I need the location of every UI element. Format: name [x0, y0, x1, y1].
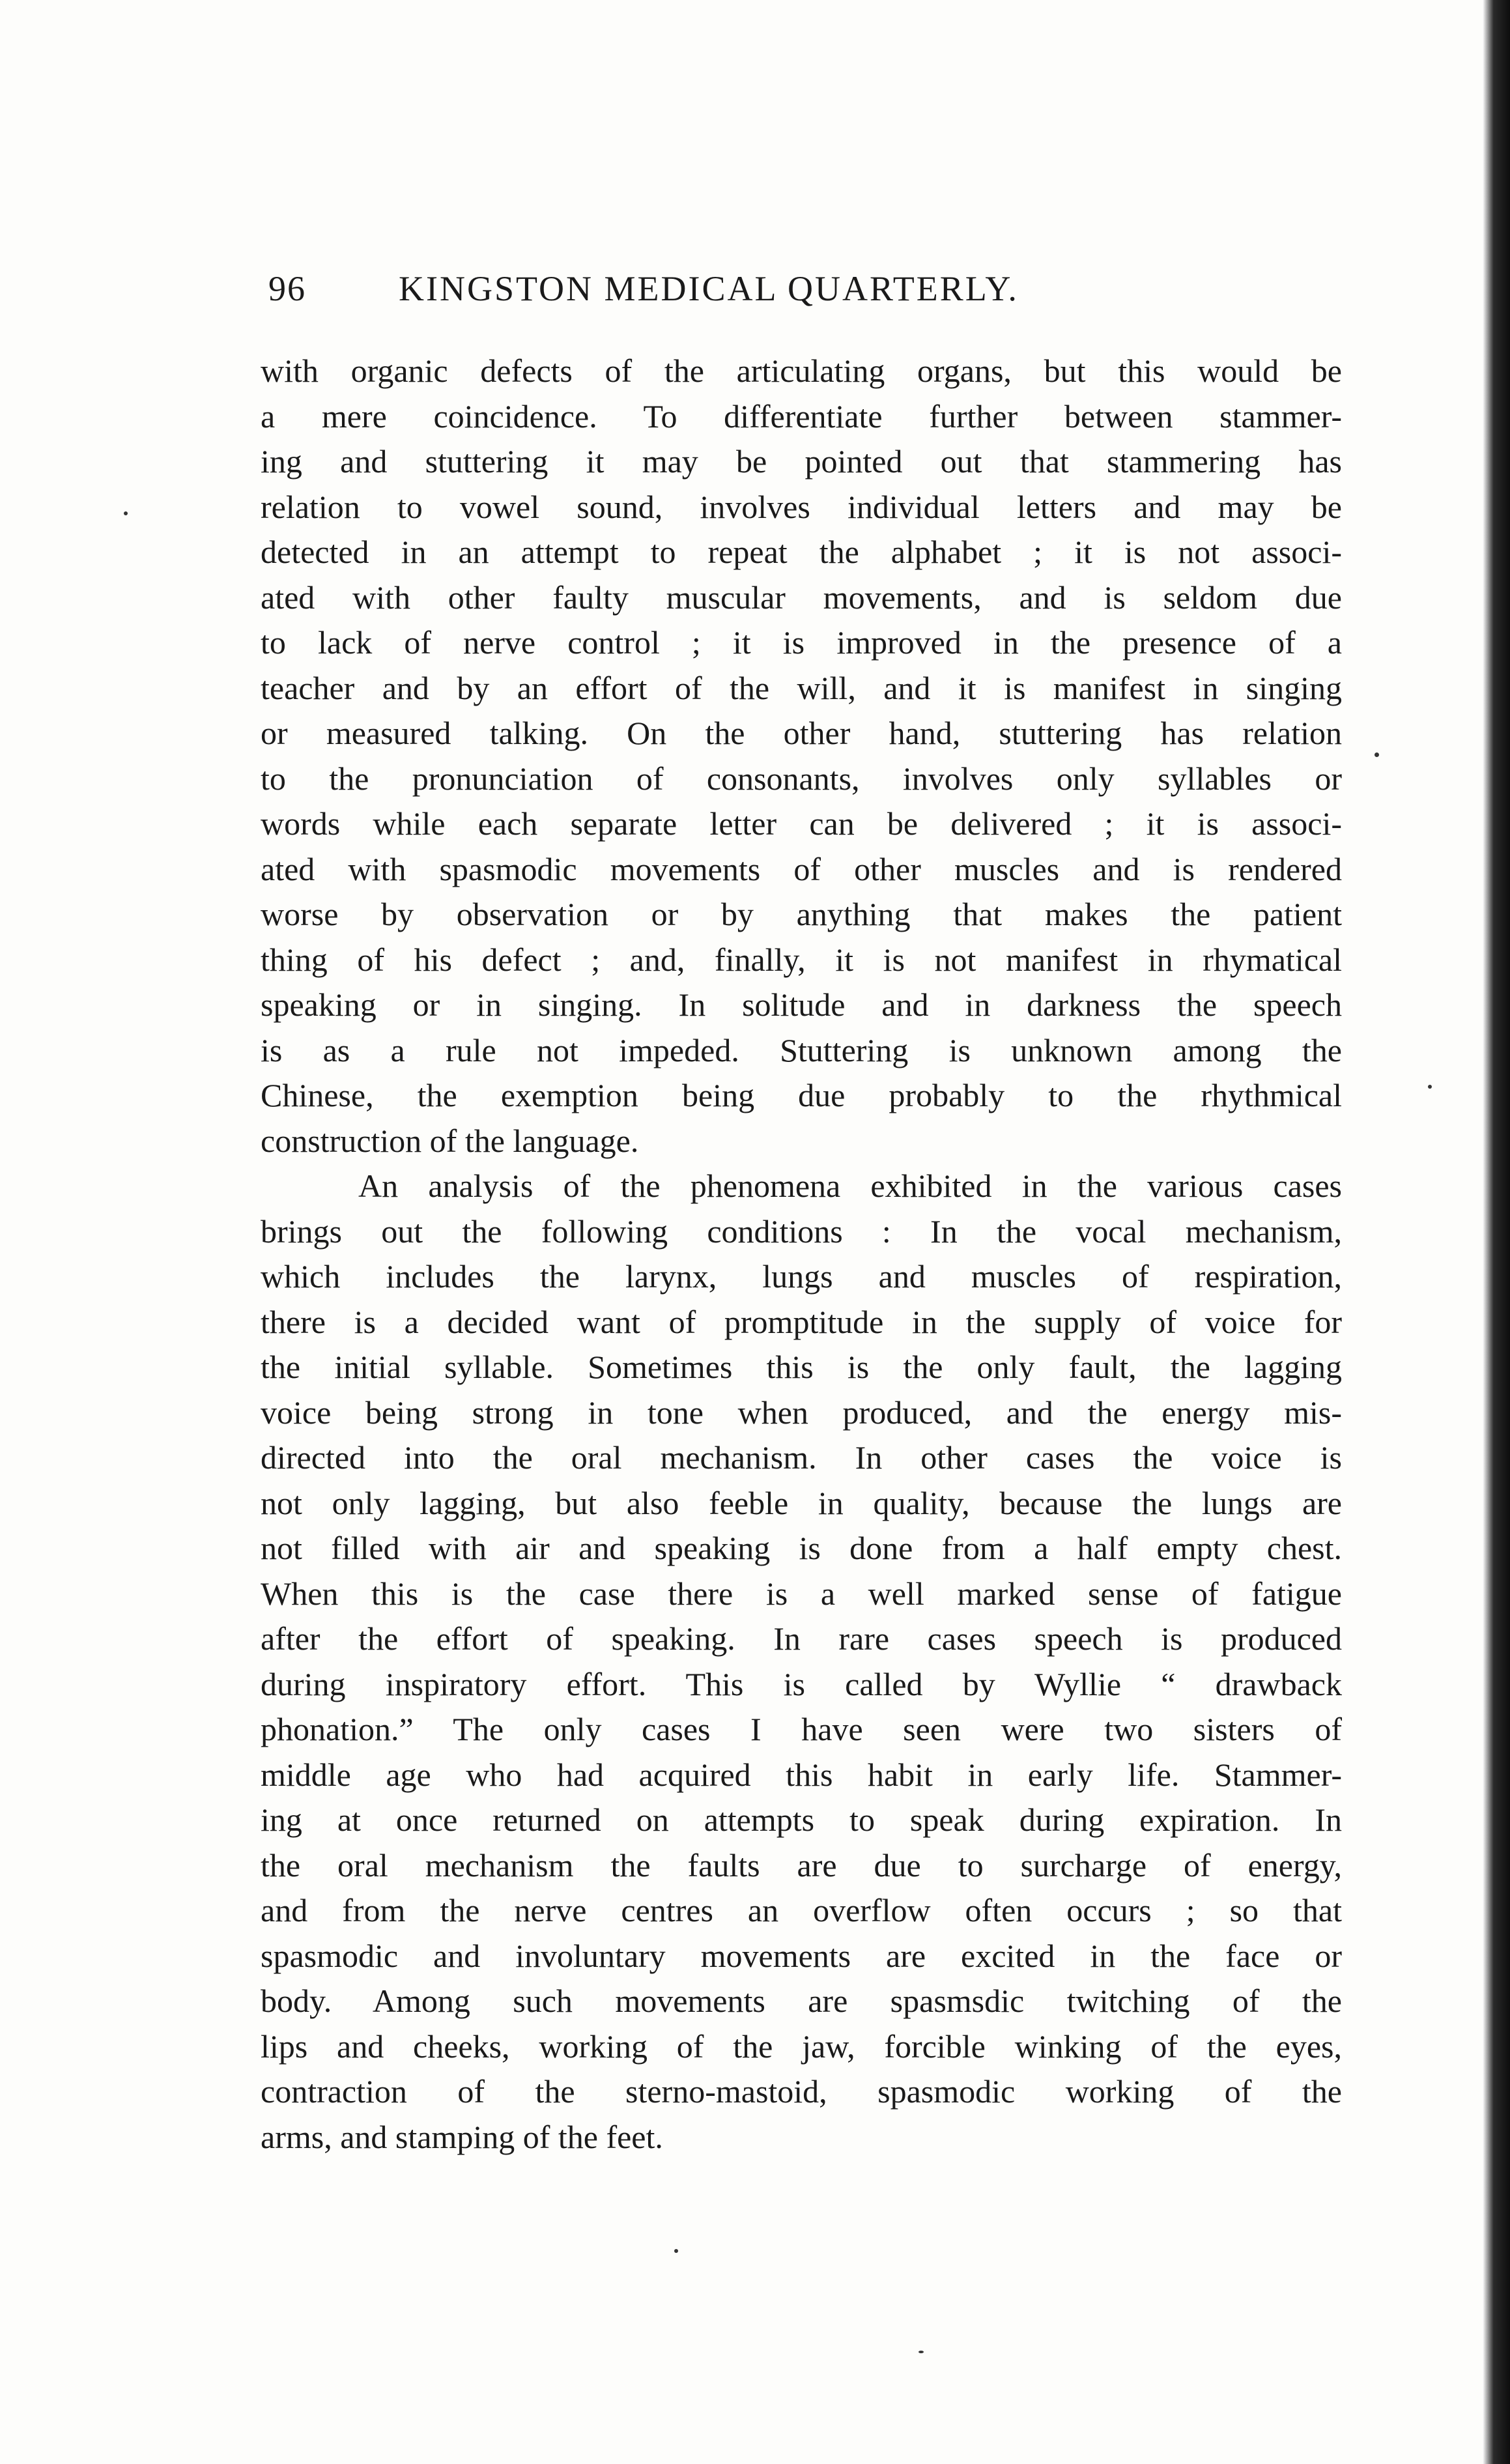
body-text — [261, 349, 1342, 2160]
text-line: teacher and by an effort of the will, and it is manifest in singing — [261, 669, 1342, 706]
text-line: during inspiratory effort. This is called by Wyllie “ drawback — [261, 1665, 1342, 1702]
text-line: relation to vowel sound, involves individual letters and may be — [261, 488, 1342, 525]
scan-speck — [674, 2249, 678, 2253]
text-line: ated with other faulty muscular movements, and is seldom due — [261, 579, 1342, 616]
text-line: body. Among such movements are spasmsdic twitching of the — [261, 1983, 1342, 2019]
page-number: 96 — [268, 269, 306, 308]
text-line: words while each separate letter can be delivered ; it is associ- — [261, 805, 1342, 842]
paragraph-1 — [261, 349, 1342, 1164]
text-line: brings out the following conditions : In the vocal mechanism, — [261, 1212, 1342, 1250]
scan-speck — [1428, 1085, 1432, 1089]
scan-speck — [124, 511, 128, 515]
text-line: after the effort of speaking. In rare cases speech is produced — [261, 1620, 1342, 1657]
text-line: arms, and stamping of the feet. — [261, 2118, 663, 2155]
text-line: the oral mechanism the faults are due to surcharge of energy, — [261, 1846, 1342, 1884]
text-line: phonation.” The only cases I have seen were two sisters of — [261, 1711, 1342, 1747]
text-line: detected in an attempt to repeat the alphabet ; it is not associ- — [261, 534, 1342, 570]
text-line: the initial syllable. Sometimes this is the only fault, the lagging — [261, 1349, 1342, 1385]
text-line: not filled with air and speaking is done from a half empty chest. — [261, 1530, 1342, 1566]
text-line: voice being strong in tone when produced, and the energy mis- — [261, 1394, 1342, 1431]
text-line: or measured talking. On the other hand, stuttering has relation — [261, 715, 1342, 751]
running-head: KINGSTON MEDICAL QUARTERLY. — [399, 269, 1019, 308]
text-line: there is a decided want of promptitude in the supply of voice for — [261, 1303, 1342, 1340]
text-line: An analysis of the phenomena exhibited in the various cases — [358, 1168, 1342, 1204]
text-line: not only lagging, but also feeble in quality, because the lungs are — [261, 1484, 1342, 1521]
text-line: ing at once returned on attempts to speak during expiration. In — [261, 1801, 1342, 1838]
text-line: which includes the larynx, lungs and muscles of respiration, — [261, 1258, 1342, 1295]
text-line: is as a rule not impeded. Stuttering is unknown among the — [261, 1031, 1342, 1068]
text-line: lips and cheeks, working of the jaw, forcible winking of the eyes, — [261, 2027, 1342, 2065]
text-line: speaking or in singing. In solitude and in darkness the speech — [261, 986, 1342, 1023]
text-line: with organic defects of the articulating organs, but this would be — [261, 352, 1342, 389]
text-line: worse by observation or by anything that makes the patient — [261, 896, 1342, 932]
scan-speck — [919, 2351, 924, 2353]
text-line: ated with spasmodic movements of other muscles and is rendered — [261, 850, 1342, 887]
paragraph-2 — [261, 1164, 1342, 2160]
text-line: contraction of the sterno-mastoid, spasmodic working of the — [261, 2073, 1342, 2110]
text-line: construction of the language. — [261, 1122, 639, 1159]
text-line: Chinese, the exemption being due probably to the rhythmical — [261, 1077, 1342, 1113]
text-line: spasmodic and involuntary movements are excited in the face or — [261, 1937, 1342, 1974]
scan-speck — [1375, 752, 1379, 757]
page-edge-shadow — [1483, 0, 1510, 2464]
text-line: When this is the case there is a well marked sense of fatigue — [261, 1575, 1342, 1612]
text-line: ing and stuttering it may be pointed out that stammering has — [261, 443, 1342, 480]
text-line: middle age who had acquired this habit in early life. Stammer- — [261, 1756, 1342, 1793]
text-line: a mere coincidence. To differentiate further between stammer- — [261, 397, 1342, 435]
text-line: to lack of nerve control ; it is improved in the presence of a — [261, 624, 1342, 661]
text-line: to the pronunciation of consonants, involves only syllables or — [261, 760, 1342, 797]
text-line: directed into the oral mechanism. In other cases the voice is — [261, 1439, 1342, 1476]
text-line: and from the nerve centres an overflow often occurs ; so that — [261, 1892, 1342, 1928]
text-line: thing of his defect ; and, finally, it is not manifest in rhymatical — [261, 941, 1342, 978]
page-header — [268, 268, 1213, 321]
